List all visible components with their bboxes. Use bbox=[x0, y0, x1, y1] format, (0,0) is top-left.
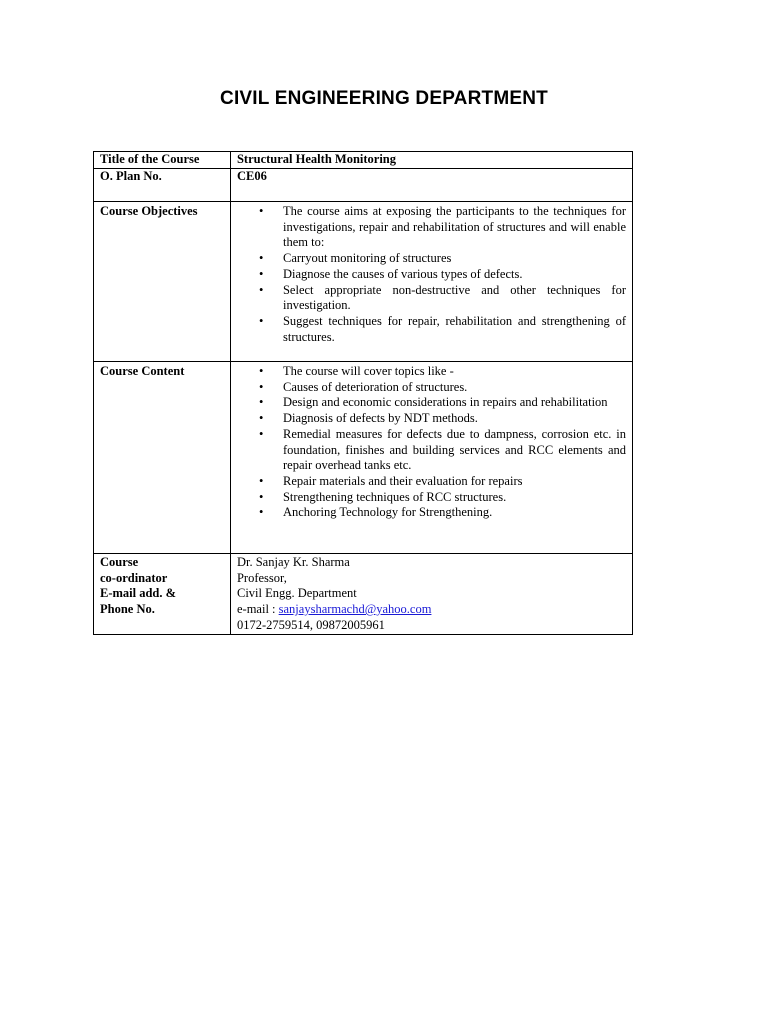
course-content-list bbox=[237, 364, 626, 521]
email-prefix: e-mail : bbox=[236, 602, 279, 617]
course-title-row bbox=[94, 152, 633, 169]
page-title: CIVIL ENGINEERING DEPARTMENT bbox=[220, 88, 548, 109]
objective-item: • Suggest techniques for repair, rehabilitation and strengthening of structures. bbox=[258, 313, 626, 344]
plan-number-value: CE06 bbox=[230, 169, 632, 202]
coordinator-email-line bbox=[237, 602, 626, 618]
course-title-label: Title of the Course bbox=[94, 152, 231, 169]
content-item: • Diagnosis of defects by NDT methods. bbox=[258, 411, 478, 426]
course-content-cell bbox=[230, 362, 632, 554]
bullet-icon: • bbox=[258, 251, 264, 266]
content-item: • Causes of deterioration of structures. bbox=[258, 379, 468, 394]
bullet-icon: • bbox=[258, 266, 264, 281]
coordinator-department: Civil Engg. Department bbox=[236, 586, 357, 601]
objective-item: • The course aims at exposing the participants to the techniques for investigations, repair and rehabilitation of structures and will enable them to: bbox=[258, 204, 626, 250]
objective-item: • Carryout monitoring of structures bbox=[258, 251, 452, 266]
course-objectives-list bbox=[237, 204, 626, 345]
content-item: • Repair materials and their evaluation for repairs bbox=[258, 473, 523, 488]
course-objectives-row bbox=[94, 202, 633, 362]
content-item: • Strengthening techniques of RCC structures. bbox=[258, 489, 507, 504]
plan-number-label: O. Plan No. bbox=[94, 169, 231, 202]
content-item: • Design and economic considerations in repairs and rehabilitation bbox=[258, 395, 608, 410]
coordinator-phone: 0172-2759514, 09872005961 bbox=[236, 617, 385, 632]
bullet-icon: • bbox=[258, 489, 264, 504]
bullet-icon: • bbox=[258, 426, 264, 441]
bullet-icon: • bbox=[258, 364, 264, 378]
course-objectives-label: Course Objectives bbox=[94, 202, 231, 362]
bullet-icon: • bbox=[258, 505, 264, 520]
course-content-label: Course Content bbox=[94, 362, 231, 554]
course-content-row bbox=[94, 362, 633, 554]
coordinator-name: Dr. Sanjay Kr. Sharma bbox=[236, 555, 350, 569]
email-link[interactable]: sanjaysharmachd@yahoo.com bbox=[278, 602, 432, 617]
coordinator-designation: Professor, bbox=[236, 570, 287, 585]
coordinator-details bbox=[230, 554, 632, 635]
course-info-table bbox=[93, 151, 633, 635]
bullet-icon: • bbox=[258, 379, 264, 394]
content-item: • Anchoring Technology for Strengthening. bbox=[258, 505, 493, 520]
objective-item: • Select appropriate non-destructive and other techniques for investigation. bbox=[258, 282, 626, 313]
bullet-icon: • bbox=[258, 473, 264, 488]
bullet-icon: • bbox=[258, 204, 264, 218]
bullet-icon: • bbox=[258, 411, 264, 426]
course-objectives-cell bbox=[230, 202, 632, 362]
plan-number-row bbox=[94, 169, 633, 202]
bullet-icon: • bbox=[258, 282, 264, 297]
content-item: • The course will cover topics like - bbox=[258, 364, 454, 378]
course-title-value: Structural Health Monitoring bbox=[230, 152, 632, 169]
bullet-icon: • bbox=[258, 395, 264, 410]
coordinator-row bbox=[94, 554, 633, 635]
coordinator-label: Course co-ordinator E-mail add. & Phone No. bbox=[94, 554, 231, 635]
bullet-icon: • bbox=[258, 313, 264, 328]
content-item: • Remedial measures for defects due to dampness, corrosion etc. in foundation, finishes and building services and RCC elements and repair overhead tanks etc. bbox=[258, 426, 626, 473]
objective-item: • Diagnose the causes of various types of defects. bbox=[258, 266, 523, 281]
